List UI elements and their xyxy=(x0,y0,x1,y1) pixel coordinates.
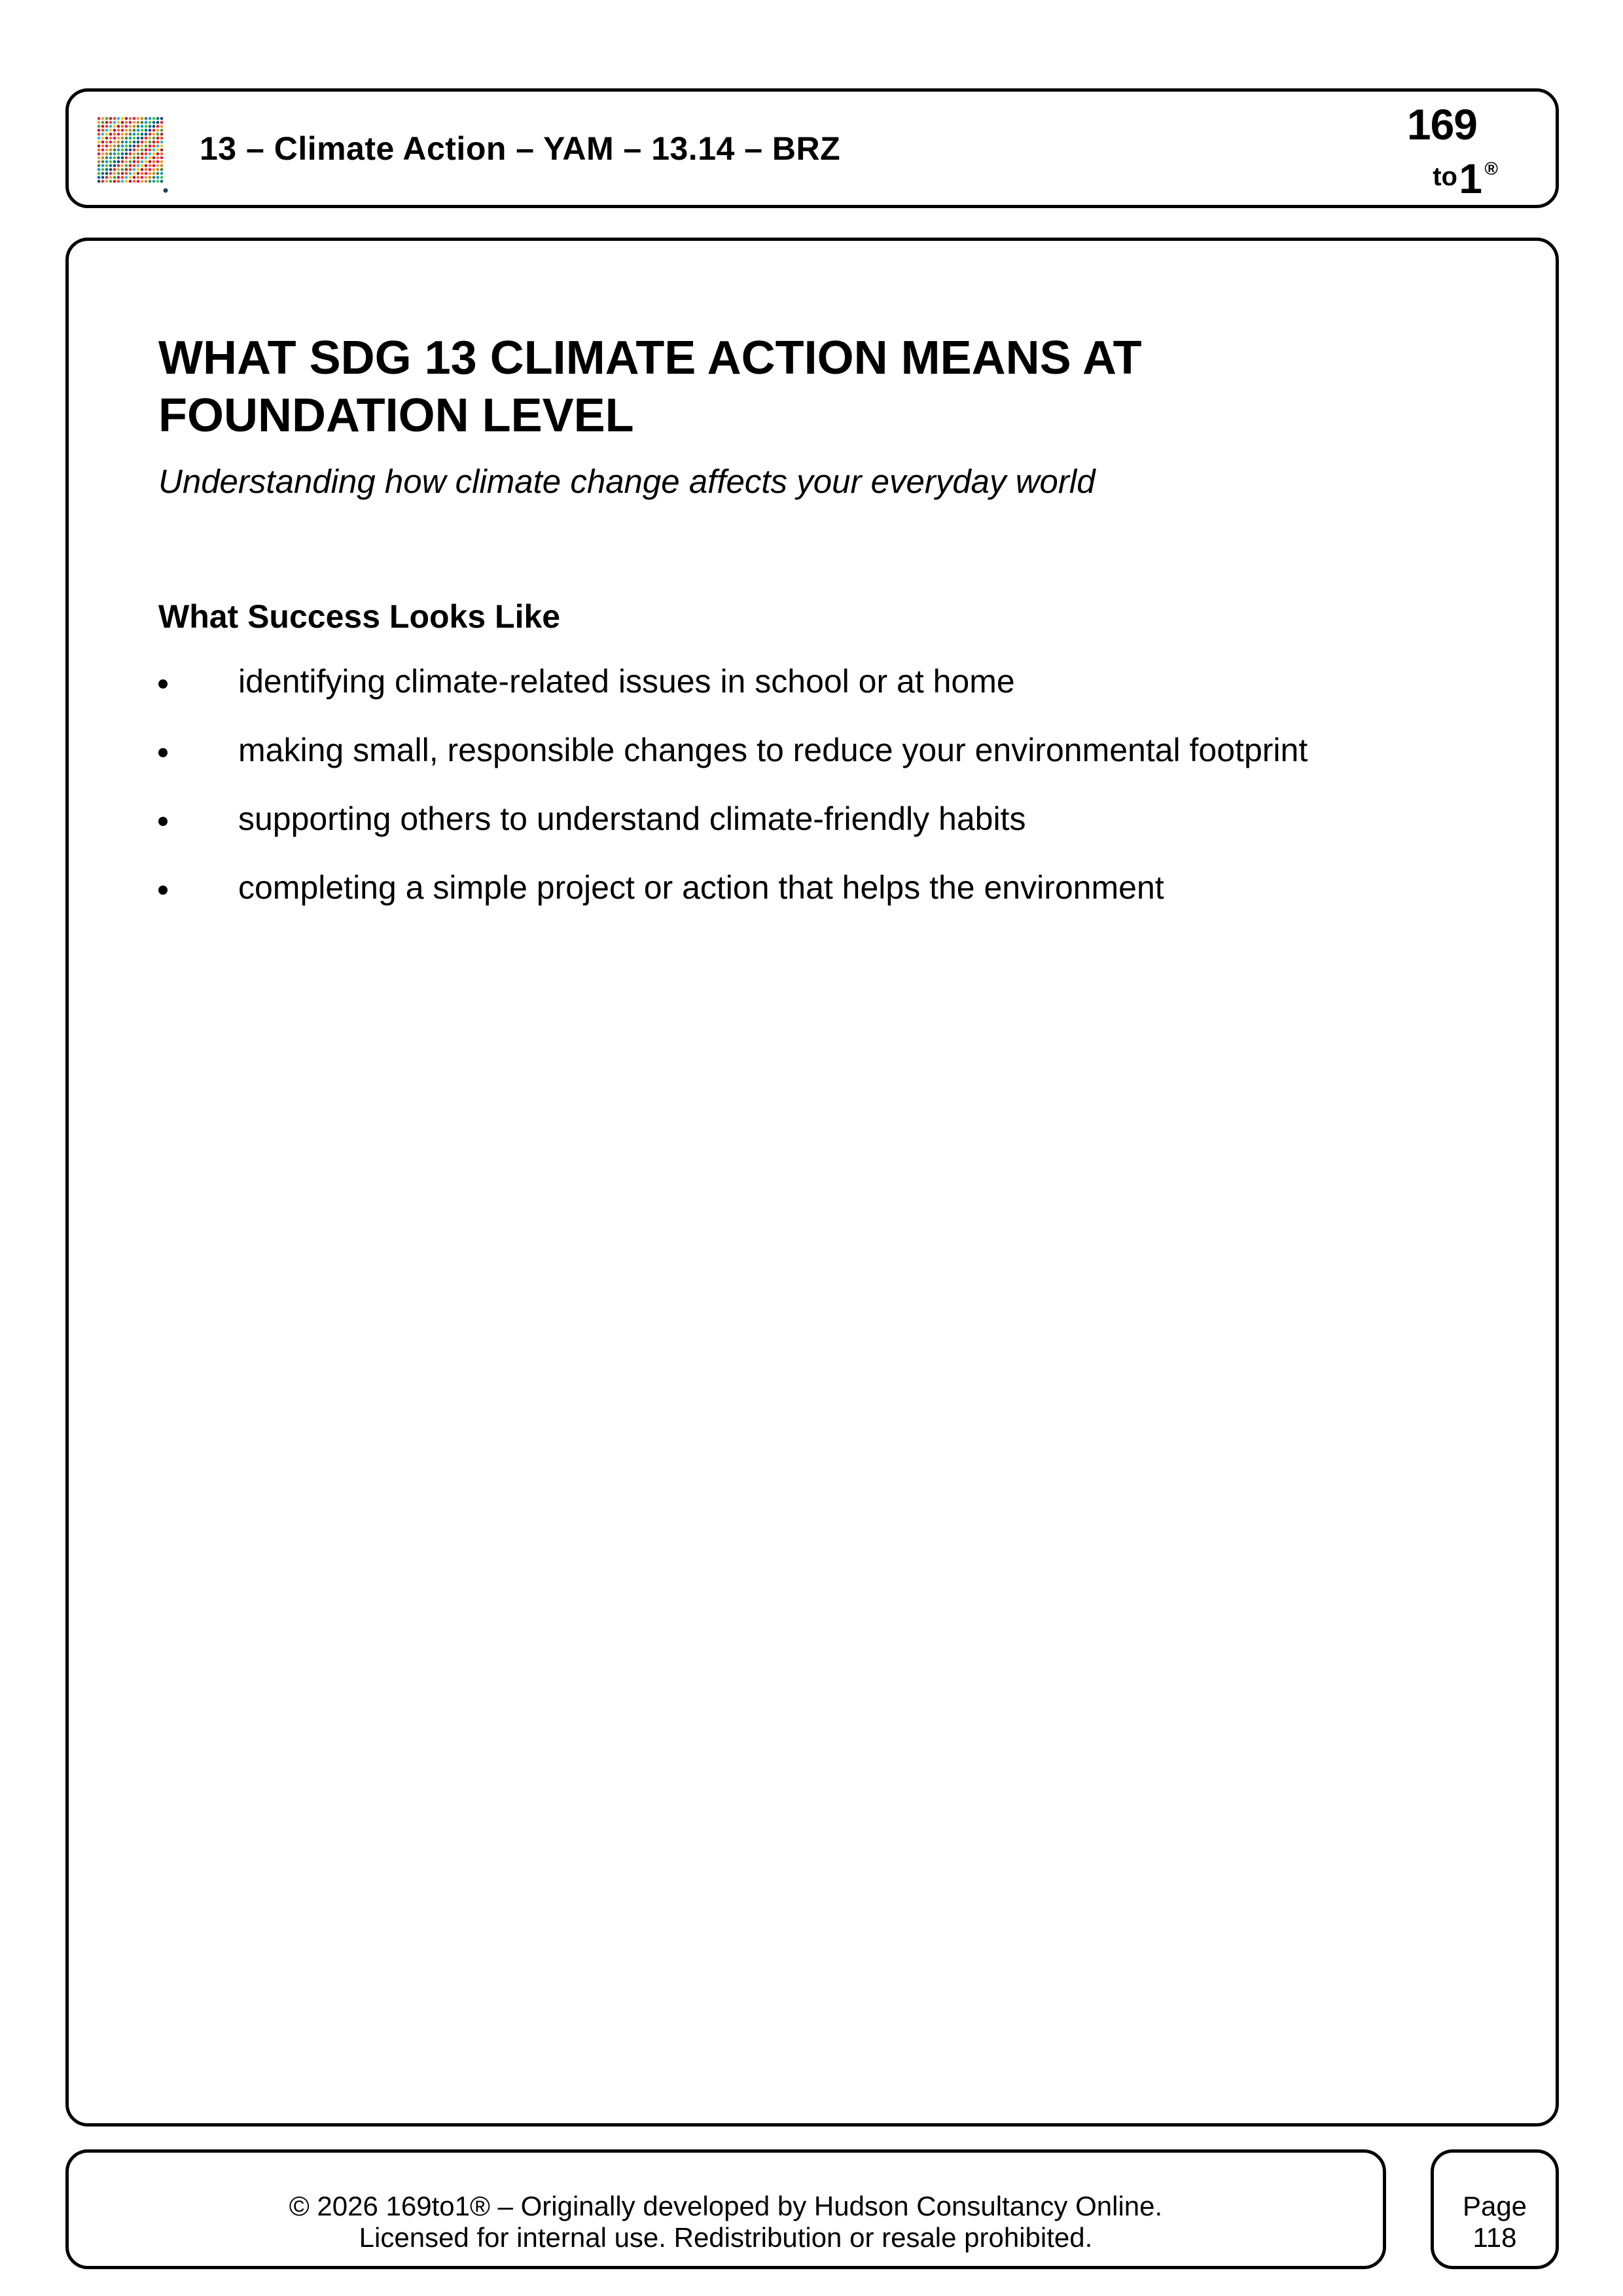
bullet-icon xyxy=(158,748,168,757)
brand-to: to xyxy=(1433,162,1457,191)
bullet-icon xyxy=(158,679,168,689)
list-item-text: identifying climate-related issues in school or at home xyxy=(238,663,1015,700)
bullet-icon xyxy=(158,886,168,895)
content-panel xyxy=(65,238,1559,2126)
document-title: 13 – Climate Action – YAM – 13.14 – BRZ xyxy=(200,130,841,167)
brand-logo xyxy=(1387,99,1498,204)
page-title: WHAT SDG 13 CLIMATE ACTION MEANS AT FOUNDATION LEVEL xyxy=(158,332,1142,442)
brand-registered-mark: ® xyxy=(1484,158,1498,179)
copyright-line: © 2026 169to1® – Originally developed by Hudson Consultancy Online. xyxy=(289,2191,1163,2221)
page-label: Page xyxy=(1462,2191,1527,2221)
page-subtitle: Understanding how climate change affects your everyday world xyxy=(158,463,1096,500)
header-bar xyxy=(65,88,1559,208)
copyright-notice xyxy=(69,2191,1383,2253)
license-line: Licensed for internal use. Redistribution or resale prohibited. xyxy=(359,2222,1093,2253)
page-number: 118 xyxy=(1472,2222,1517,2253)
bullet-icon xyxy=(158,817,168,826)
list-item-text: completing a simple project or action that helps the environment xyxy=(238,869,1164,906)
list-item xyxy=(158,730,1308,799)
brand-number: 169 xyxy=(1406,100,1477,149)
list-item xyxy=(158,799,1308,868)
section-heading: What Success Looks Like xyxy=(158,598,561,635)
list-item-text: making small, responsible changes to reduce your environmental footprint xyxy=(238,732,1308,768)
footer-bar xyxy=(65,2149,1386,2269)
list-item xyxy=(158,662,1308,730)
sdg-dots-logo-icon xyxy=(96,116,168,194)
page-indicator xyxy=(1434,2191,1556,2253)
list-item xyxy=(158,868,1308,937)
list-item-text: supporting others to understand climate-friendly habits xyxy=(238,800,1026,837)
page-number-box xyxy=(1431,2149,1559,2269)
success-list xyxy=(158,662,1308,937)
brand-one: 1 xyxy=(1459,155,1482,202)
